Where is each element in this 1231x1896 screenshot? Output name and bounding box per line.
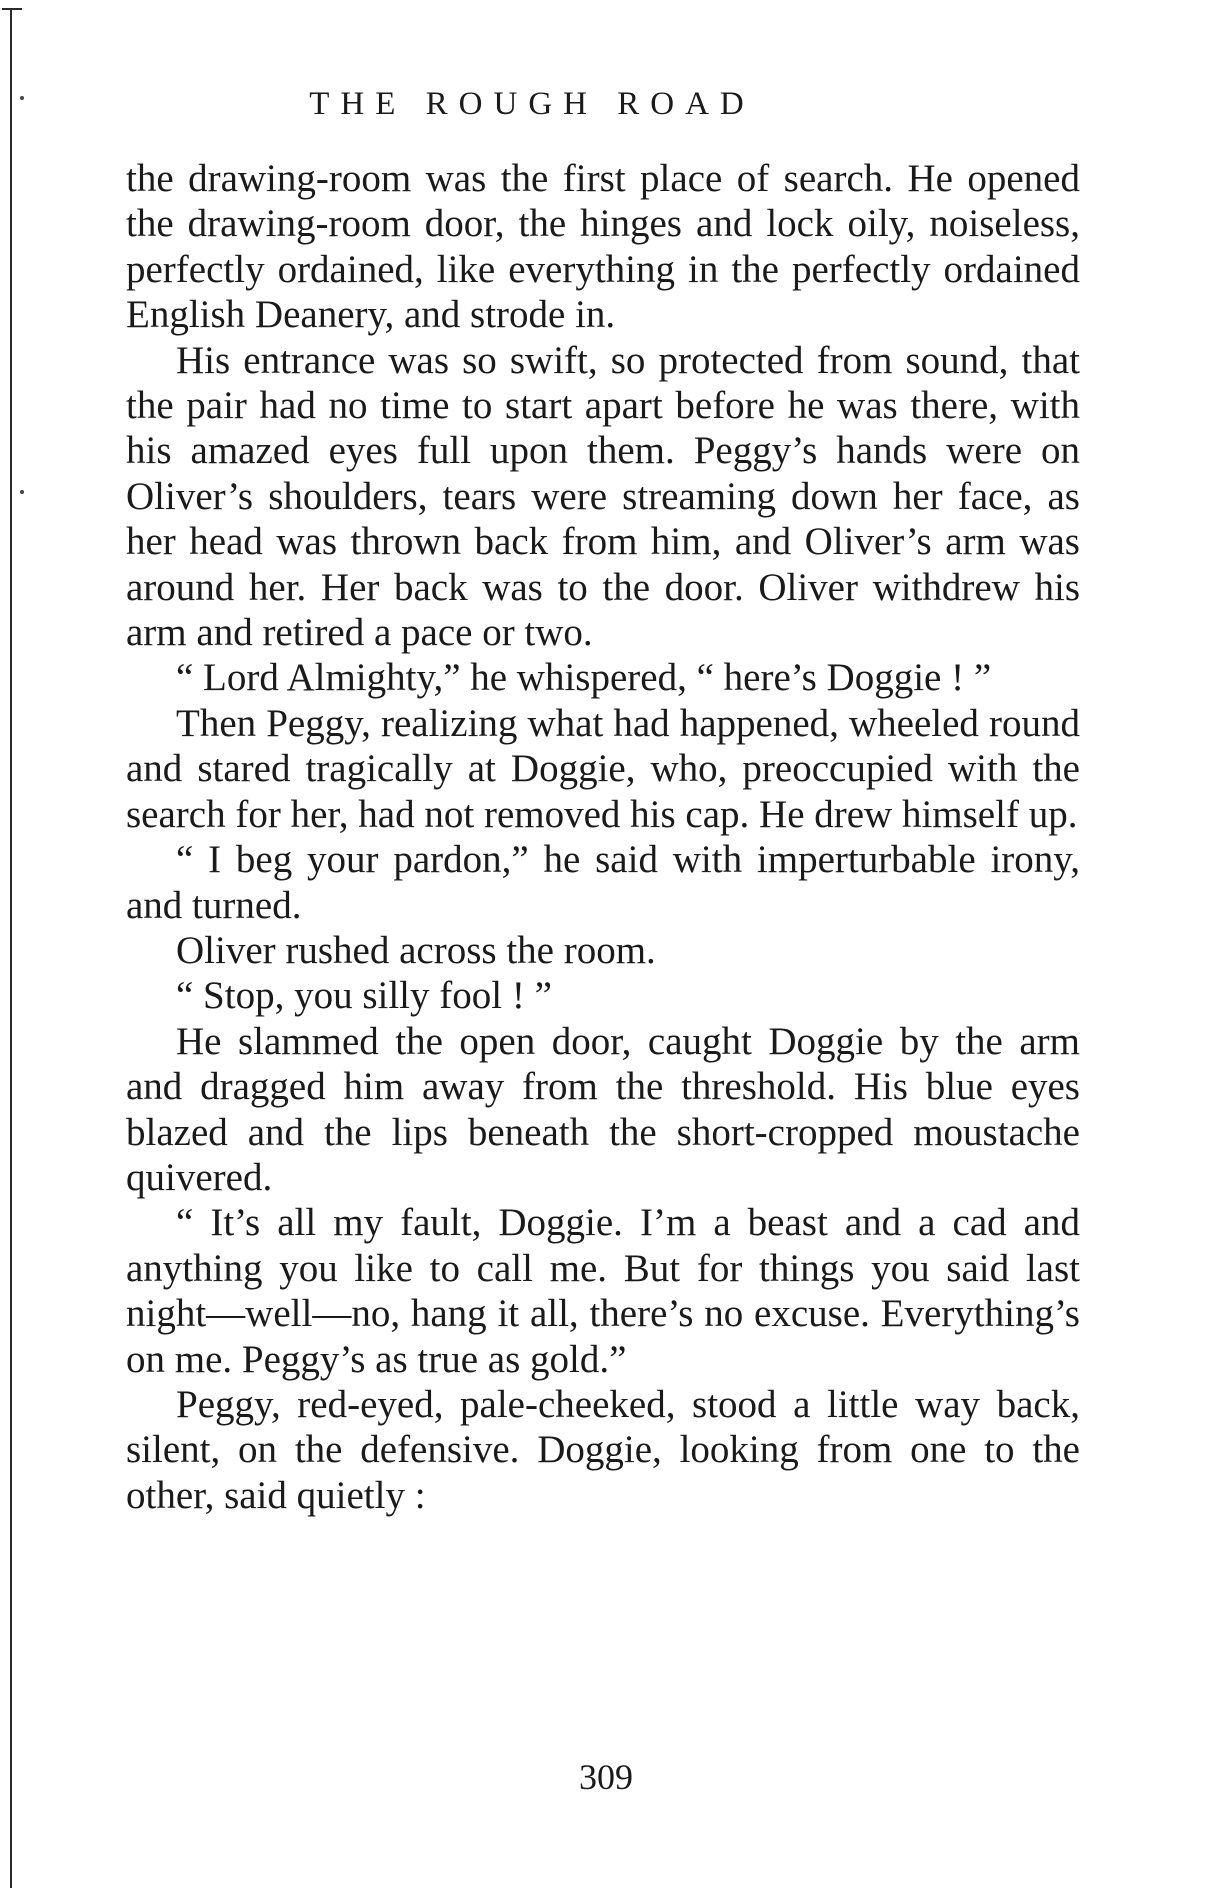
margin-mark [20,490,24,494]
paragraph: Oliver rushed across the room. [176,928,656,972]
paragraph: “ It’s all my fault, Doggie. I’m a beast and a cad and anything you like to call me. But for things you said last night—well—no, hang it all, there’s no excuse. Everything’s on me. Peggy’s as true as gold.” [126,1201,1080,1381]
paragraph: He slammed the open door, caught Doggie by the arm and dragged him away from the threshold. His blue eyes blazed and the lips beneath the short-cropped moustache quivered. [126,1019,1080,1199]
body-text [126,156,1080,1518]
page-number: 309 [579,1757,633,1797]
paragraph: “ Lord Almighty,” he whispered, “ here’s Doggie ! ” [176,656,992,700]
binding-edge-cap [2,8,22,10]
paragraph: Then Peggy, realizing what had happened, wheeled round and stared tragically at Doggie, who, preoccupied with the search for her, had not removed his cap. He drew himself up. [126,701,1080,836]
paragraph: His entrance was so swift, so protected from sound, that the pair had no time to start apart before he was there, with his amazed eyes full upon them. Peggy’s hands were on Oliver’s shoulders, tears were streaming down her face, as her head was thrown back from him, and Oliver’s arm was around her. Her back was to the door. Oliver withdrew his arm and retired a pace or two. [126,338,1080,655]
paragraph: Peggy, red-eyed, pale-cheeked, stood a little way back, silent, on the defensive. Doggie, looking from one to the other, said quietly : [126,1382,1080,1517]
paragraph: the drawing-room was the first place of search. He opened the drawing-room door, the hinges and lock oily, noiseless, perfectly ordained, like everything in the perfectly ordained English Deanery, and strode in. [126,157,1080,337]
binding-edge [10,8,12,1888]
paragraph: “ Stop, you silly fool ! ” [176,974,552,1018]
paragraph: “ I beg your pardon,” he said with imperturbable irony, and turned. [126,838,1080,927]
running-head: THE ROUGH ROAD [309,86,755,122]
